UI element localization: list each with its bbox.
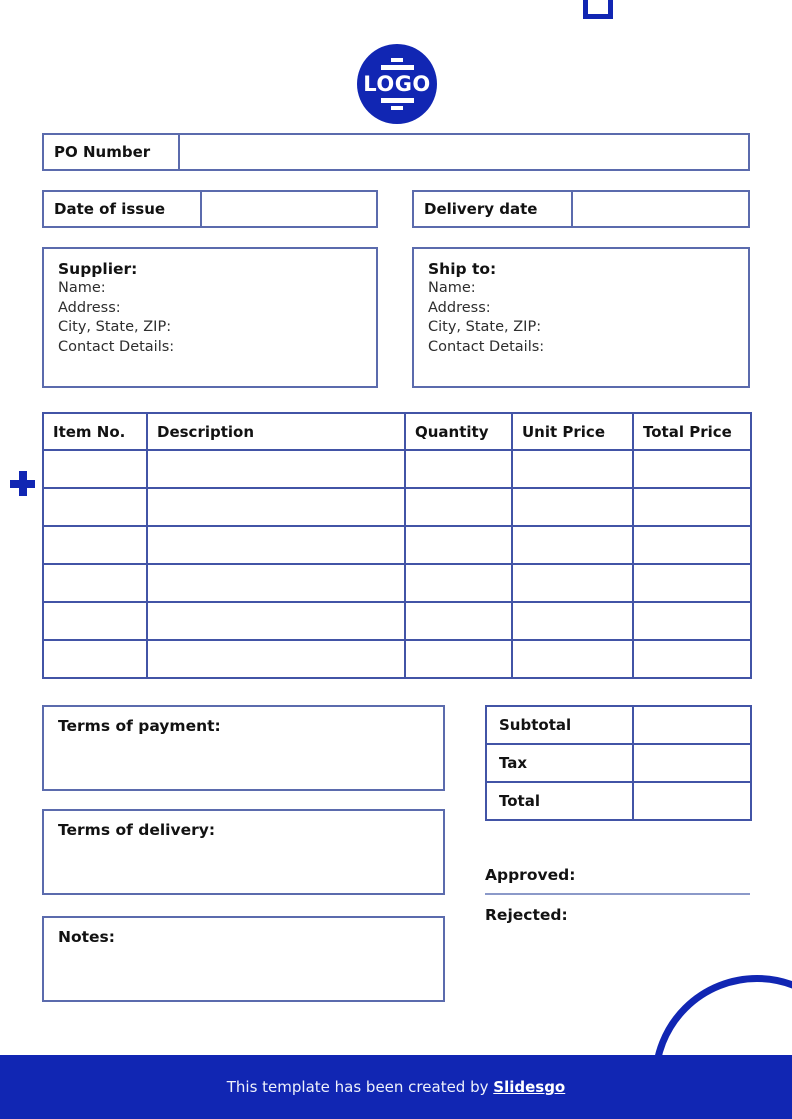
item-cell-field[interactable] xyxy=(512,488,633,526)
po-number-label: PO Number xyxy=(44,135,180,169)
add-row-plus-icon[interactable] xyxy=(10,471,35,496)
item-cell-field[interactable] xyxy=(633,450,751,488)
item-cell-field[interactable] xyxy=(405,488,512,526)
supplier-line-address: Address: xyxy=(58,299,121,316)
item-cell-field[interactable] xyxy=(405,640,512,678)
terms-of-payment-label: Terms of payment: xyxy=(58,717,221,735)
item-cell-field[interactable] xyxy=(43,602,147,640)
item-cell-field[interactable] xyxy=(633,488,751,526)
terms-of-payment-box[interactable] xyxy=(42,705,445,791)
approved-signature-line[interactable] xyxy=(485,893,750,895)
supplier-title: Supplier: xyxy=(58,260,138,278)
square-decoration-icon xyxy=(583,0,613,19)
logo-bar-small-bottom xyxy=(391,106,403,110)
item-cell-field[interactable] xyxy=(512,640,633,678)
ship-to-line-city-state-zip: City, State, ZIP: xyxy=(428,319,542,335)
items-header-row xyxy=(43,413,751,450)
delivery-date-box xyxy=(412,190,750,228)
footer-text xyxy=(227,1078,565,1096)
supplier-line-city-state-zip: City, State, ZIP: xyxy=(58,319,172,335)
item-cell-field[interactable] xyxy=(633,640,751,678)
date-of-issue-label: Date of issue xyxy=(44,192,202,226)
item-cell-field[interactable] xyxy=(147,450,405,488)
item-cell-field[interactable] xyxy=(147,526,405,564)
item-cell-field[interactable] xyxy=(43,488,147,526)
ship-to-line-name: Name: xyxy=(428,280,476,296)
supplier-box[interactable] xyxy=(42,247,378,388)
rejected-label: Rejected: xyxy=(485,906,568,924)
item-cell-field[interactable] xyxy=(512,526,633,564)
subtotal-value-field[interactable] xyxy=(633,706,751,744)
item-cell-field[interactable] xyxy=(633,526,751,564)
item-cell-field[interactable] xyxy=(512,564,633,602)
item-cell-field[interactable] xyxy=(147,488,405,526)
delivery-date-label: Delivery date xyxy=(414,192,573,226)
subtotal-label: Subtotal xyxy=(486,706,633,744)
supplier-line-contact: Contact Details: xyxy=(58,338,175,355)
footer-brand-link[interactable]: Slidesgo xyxy=(493,1078,566,1096)
item-cell-field[interactable] xyxy=(405,450,512,488)
po-number-row xyxy=(42,133,750,171)
items-header-unit-price: Unit Price xyxy=(512,413,633,450)
items-header-description: Description xyxy=(147,413,405,450)
items-header-quantity: Quantity xyxy=(405,413,512,450)
date-of-issue-value-field[interactable] xyxy=(202,192,376,226)
item-row xyxy=(43,640,751,678)
ship-to-line-contact: Contact Details: xyxy=(428,338,545,355)
footer xyxy=(0,1055,792,1119)
total-row xyxy=(486,782,751,820)
items-header-total-price: Total Price xyxy=(633,413,751,450)
totals-table xyxy=(485,705,752,821)
item-row xyxy=(43,488,751,526)
item-cell-field[interactable] xyxy=(633,564,751,602)
ship-to-line-address: Address: xyxy=(428,299,491,316)
item-cell-field[interactable] xyxy=(147,602,405,640)
item-cell-field[interactable] xyxy=(405,526,512,564)
items-header-item-no: Item No. xyxy=(43,413,147,450)
ship-to-box[interactable] xyxy=(412,247,750,388)
logo xyxy=(357,44,437,124)
terms-of-delivery-box[interactable] xyxy=(42,809,445,895)
items-table xyxy=(42,412,752,679)
items-table-body xyxy=(43,450,751,678)
logo-bar-small-top xyxy=(391,58,403,62)
item-cell-field[interactable] xyxy=(43,640,147,678)
item-cell-field[interactable] xyxy=(147,564,405,602)
item-cell-field[interactable] xyxy=(405,564,512,602)
terms-of-delivery-label: Terms of delivery: xyxy=(58,821,216,839)
item-cell-field[interactable] xyxy=(147,640,405,678)
item-cell-field[interactable] xyxy=(43,564,147,602)
delivery-date-value-field[interactable] xyxy=(573,192,748,226)
approval-section xyxy=(485,864,750,926)
po-number-value-field[interactable] xyxy=(180,135,748,169)
subtotal-row xyxy=(486,706,751,744)
date-of-issue-box xyxy=(42,190,378,228)
tax-label: Tax xyxy=(486,744,633,782)
total-label: Total xyxy=(486,782,633,820)
footer-credit-text: This template has been created by xyxy=(226,1078,494,1096)
item-row xyxy=(43,564,751,602)
item-row xyxy=(43,602,751,640)
item-cell-field[interactable] xyxy=(43,526,147,564)
item-cell-field[interactable] xyxy=(43,450,147,488)
tax-row xyxy=(486,744,751,782)
item-cell-field[interactable] xyxy=(512,450,633,488)
supplier-line-name: Name: xyxy=(58,280,106,296)
logo-text: LOGO xyxy=(363,72,431,96)
ship-to-title: Ship to: xyxy=(428,260,497,278)
item-row xyxy=(43,450,751,488)
logo-bar-wide-top xyxy=(381,65,414,70)
item-cell-field[interactable] xyxy=(512,602,633,640)
notes-box[interactable] xyxy=(42,916,445,1002)
item-cell-field[interactable] xyxy=(405,602,512,640)
notes-label: Notes: xyxy=(58,928,115,946)
approved-label: Approved: xyxy=(485,866,576,884)
item-row xyxy=(43,526,751,564)
logo-bar-wide-bottom xyxy=(381,98,414,103)
tax-value-field[interactable] xyxy=(633,744,751,782)
total-value-field[interactable] xyxy=(633,782,751,820)
item-cell-field[interactable] xyxy=(633,602,751,640)
